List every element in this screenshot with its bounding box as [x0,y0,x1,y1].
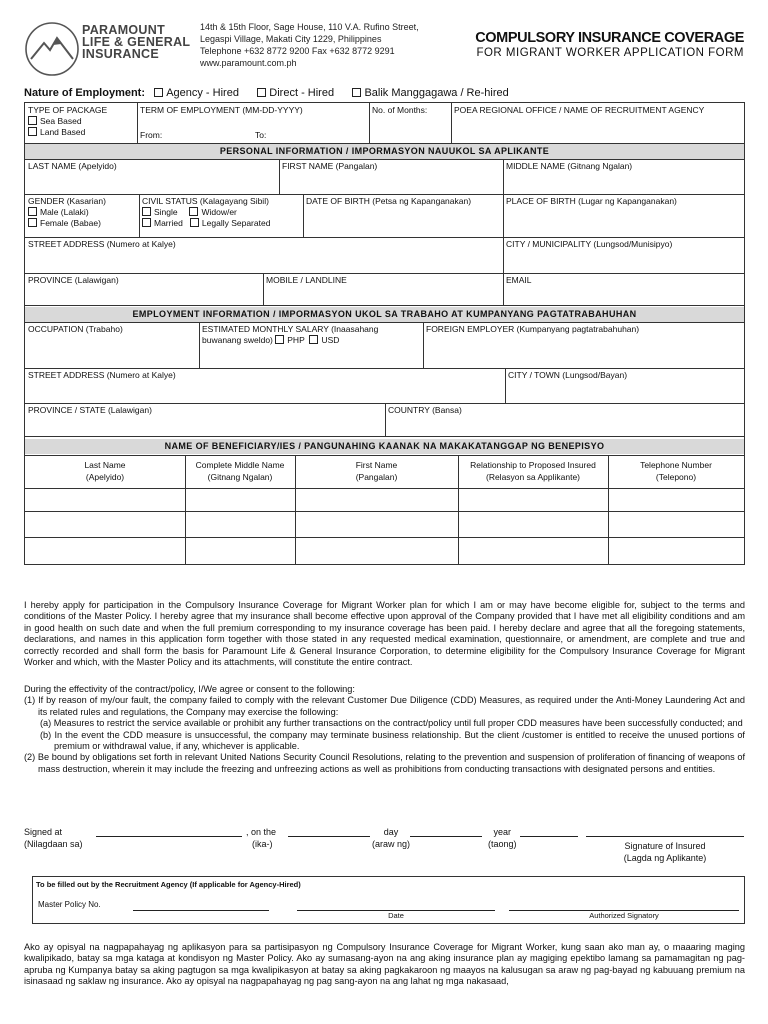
place-of-birth-field[interactable] [503,194,744,237]
city-municipality-field[interactable] [503,237,744,273]
php-checkbox[interactable] [275,335,284,344]
term-of-employment-field[interactable] [137,103,369,143]
direct-hired-label: Direct - Hired [269,87,335,99]
middle-name-label: MIDDLE NAME (Gitnang Ngalan) [506,161,633,171]
female-checkbox[interactable] [28,218,37,227]
consent-item-a: (a) Measures to restrict the service available or prohibit any further transactions on the contract/policy until full proper CDD measures have been successfully conducted; and [40,718,743,729]
direct-hired-checkbox[interactable] [257,88,266,97]
col-middle-name-tl: (Gitnang Ngalan) [207,472,273,482]
occupation-label: OCCUPATION (Trabaho) [28,324,123,334]
on-the-label [246,826,276,850]
nature-of-employment [24,87,509,99]
poea-office-field[interactable] [451,103,744,143]
lagda: (Lagda ng Aplikante) [623,853,707,863]
civil-status-field [139,194,303,237]
company-address [200,21,419,69]
title: COMPULSORY INSURANCE COVERAGE [475,30,744,46]
single-checkbox[interactable] [142,207,151,216]
col-first-name-tl: (Pangalan) [355,472,398,482]
araw: (araw ng) [372,839,411,849]
from-label: From: [140,130,163,140]
middle-name-field[interactable] [503,159,744,194]
foreign-employer-field[interactable] [423,322,744,368]
employer-label: FOREIGN EMPLOYER (Kumpanyang pagtatrabahuhan) [426,324,640,334]
beneficiary-col-phone [608,459,744,483]
brand-name [82,24,190,60]
gender-label: GENDER (Kasarian) [28,196,106,206]
personal-info-header: PERSONAL INFORMATION / IMPORMASYON NAUUKOL SA APLIKANTE [25,144,744,159]
separated-checkbox[interactable] [190,218,199,227]
poea-label: POEA REGIONAL OFFICE / NAME OF RECRUITMENT AGENCY [454,105,705,115]
separated-label: Legally Separated [201,218,271,228]
beneficiary-col-relationship [458,459,608,483]
salary-label-2: buwanang sweldo) [202,335,273,345]
single-label: Single [154,207,178,217]
employer-province-field[interactable] [25,403,385,436]
email-field[interactable] [503,273,744,305]
sea-based-label: Sea Based [40,116,82,126]
form-title [475,30,744,59]
to-label: To: [255,130,267,140]
beneficiary-col-last [25,459,185,483]
mobile-field[interactable] [263,273,503,305]
employer-city-field[interactable] [505,368,744,403]
pob-label: PLACE OF BIRTH (Lugar ng Kapanganakan) [506,196,677,206]
gender-field [25,194,139,237]
first-name-field[interactable] [279,159,503,194]
col-first-name: First Name [355,460,398,470]
land-based-checkbox[interactable] [28,127,37,136]
street-label: STREET ADDRESS (Numero at Kalye) [28,239,176,249]
street-address-field[interactable] [25,237,503,273]
type-of-package-cell [25,103,137,140]
signed-at-label [24,826,83,850]
agency-section [32,876,745,924]
paramount-logo-icon [24,21,80,77]
consent-item-1: (1) If by reason of my/our fault, the company failed to comply with the relevant Customer Due Diligence (CDD) Measures, as required under the Anti-Money Laundering Act and its related rules and regulations, the Company may exercise the following: [24,695,745,717]
beneficiary-header: NAME OF BENEFICIARY/IES / PANGUNAHING KAANAK NA MAKAKATANGGAP NG BENEPISYO [25,439,744,454]
brand-line-2: LIFE & GENERAL [82,35,191,49]
beneficiary-col-first [295,459,458,483]
authorized-signatory-label: Authorized Signatory [589,911,659,920]
mobile-label: MOBILE / LANDLINE [266,275,347,285]
email-label: EMAIL [506,275,532,285]
day-label [372,826,410,850]
beneficiary-col-middle [185,459,295,483]
agency-hired-label: Agency - Hired [166,87,239,99]
col-phone: Telephone Number [640,460,712,470]
signature-insured-label [586,840,744,864]
male-checkbox[interactable] [28,207,37,216]
col-last-name-tl: (Apelyido) [85,472,125,482]
consent-intro: During the effectivity of the contract/policy, I/We agree or consent to the following: [24,684,355,694]
website: www.paramount.com.ph [200,58,297,68]
tagalog-declaration: Ako ay opisyal na nagpapahayag ng aplikasyon para sa partisipasyon ng Compulsory Insurance Coverage for Migrant Worker, kung saan ako man ay, o maaaring maging kwalipikado, batay sa mga kataga at kondisyon ng Master Policy. Ako ay sumasang-ayon na ang aking insurance plan ay magiging epektibo lamang sa pamamagitan ng pag-apruba ng Kumpanya batay sa aking pagtugon sa mga kwalipikasyon at batay sa aking pagkakaroon ng maayos na kalusugan sa araw ng pag-bayad ng kabuuang premium na isinasaad ng saklaw ng insurance. Ako ay opisyal na nagpapahayag ng pag sang-ayon na ang lahat ng mga nakasaad, [24,942,745,987]
declaration-paragraph: I hereby apply for participation in the Compulsory Insurance Coverage for Migrant Worker plan for which I am or may have become eligible for, subject to the terms and conditions of the Master Policy. I hereby agree that my insurance shall become effective upon approval of the Company provided that I have met all eligibility conditions and am in good health on such date and when the full premium corresponding to my insurance coverage has been paid. I hereby declare and agree that all the foregoing statements, declarations, and names in this application form together with those stated in any requested medical examination, questionnaire, or amendment, are complete and true and correctly recorded and shall form the basis for Paramount Life & General Insurance Corporation, to determine eligibility for the Compulsory Insurance Coverage for Migrant Worker and which, with the Master Policy and its attachments, will constitute the entire contract. [24,600,745,668]
application-form-grid [24,102,745,565]
last-name-field[interactable] [25,159,279,194]
type-of-package-label: TYPE OF PACKAGE [28,105,108,115]
term-label: TERM OF EMPLOYMENT (MM-DD-YYYY) [140,105,303,115]
province-field[interactable] [25,273,263,305]
employment-info-header: EMPLOYMENT INFORMATION / IMPORMASYON UKOL SA TRABAHO AT KUMPANYANG PAGTATRABAHUHAN [25,307,744,322]
employer-province-label: PROVINCE / STATE (Lalawigan) [28,405,152,415]
dob-label: DATE OF BIRTH (Petsa ng Kapanganakan) [306,196,472,206]
usd-checkbox[interactable] [309,335,318,344]
taong: (taong) [488,839,517,849]
on-the: , on the [246,827,277,837]
country-label: COUNTRY (Bansa) [388,405,462,415]
signed-at-input[interactable] [96,836,242,837]
sea-based-checkbox[interactable] [28,116,37,125]
civil-status-label: CIVIL STATUS (Kalagayang Sibil) [142,196,269,206]
nilagdaan: (Nilagdaan sa) [24,839,83,849]
col-last-name: Last Name [84,460,126,470]
signature-insured-line[interactable] [586,836,744,837]
employer-street-label: STREET ADDRESS (Numero at Kalye) [28,370,176,380]
master-policy-label: Master Policy No. [38,900,101,909]
year: year [493,827,512,837]
agency-hired-checkbox[interactable] [154,88,163,97]
male-label: Male (Lalaki) [40,207,89,217]
date-label: Date [388,911,404,920]
first-name-label: FIRST NAME (Pangalan) [282,161,378,171]
married-label: Married [154,218,183,228]
address-line-2: Legaspi Village, Makati City 1229, Philippines [200,34,382,44]
widow-checkbox[interactable] [189,207,198,216]
master-policy-input[interactable] [133,910,269,911]
balik-manggagawa-label: Balik Manggagawa / Re-hired [364,87,509,99]
salary-field[interactable] [199,322,423,368]
salary-label: ESTIMATED MONTHLY SALARY (Inaasahang [202,324,379,334]
day-input[interactable] [288,836,370,837]
female-label: Female (Babae) [40,218,101,228]
year-label [488,826,517,850]
employer-street-field[interactable] [25,368,505,403]
date-of-birth-field[interactable] [303,194,503,237]
agency-heading: To be filled out by the Recruitment Agency (If applicable for Agency-Hired) [36,880,301,889]
occupation-field[interactable] [25,322,199,368]
married-checkbox[interactable] [142,218,151,227]
land-based-label: Land Based [40,127,86,137]
col-relationship-tl: (Relasyon sa Applikante) [485,472,581,482]
usd-label: USD [321,335,340,345]
province-label: PROVINCE (Lalawigan) [28,275,119,285]
months-label: No. of Months: [372,105,428,115]
ika: (ika-) [252,839,273,849]
col-middle-name: Complete Middle Name [195,460,285,470]
country-field[interactable] [385,403,744,436]
month-input[interactable] [410,836,482,837]
employer-city-label: CITY / TOWN (Lungsod/Bayan) [508,370,628,380]
months-field[interactable] [369,103,451,143]
sig-insured: Signature of Insured [624,841,706,851]
day: day [383,827,399,837]
consent-item-2: (2) Be bound by obligations set forth in relevant United Nations Security Council Resolutions, relating to the prevention and suspension of proliferation of financing of weapons of mass destruction, wherein it may include the freezing and unfreezing actions as well as prohibitions from conducting transactions with designated persons and entities. [24,752,745,774]
balik-manggagawa-checkbox[interactable] [352,88,361,97]
year-input[interactable] [520,836,578,837]
last-name-label: LAST NAME (Apelyido) [28,161,117,171]
col-relationship: Relationship to Proposed Insured [470,460,596,470]
beneficiary-rows[interactable] [25,489,744,564]
signed-at: Signed at [24,827,63,837]
nature-label: Nature of Employment: [24,87,146,99]
city-label: CITY / MUNICIPALITY (Lungsod/Munisipyo) [506,239,673,249]
contact-line: Telephone +632 8772 9200 Fax +632 8772 9291 [200,46,395,56]
consent-item-b: (b) In the event the CDD measure is unsuccessful, the company may terminate business relationship. But the client /customer is entitled to receive the unused portions of premium or withdrawal value, if any, whichever is applicable. [40,729,745,752]
brand-line-1: PARAMOUNT [82,23,166,37]
address-line-1: 14th & 15th Floor, Sage House, 110 V.A. Rufino Street, [200,22,419,32]
col-phone-tl: (Telepono) [655,472,697,482]
widow-label: Widow/er [201,207,237,217]
php-label: PHP [287,335,305,345]
brand-line-3: INSURANCE [82,47,160,61]
consent-section [24,684,745,775]
subtitle: FOR MIGRANT WORKER APPLICATION FORM [476,47,744,59]
